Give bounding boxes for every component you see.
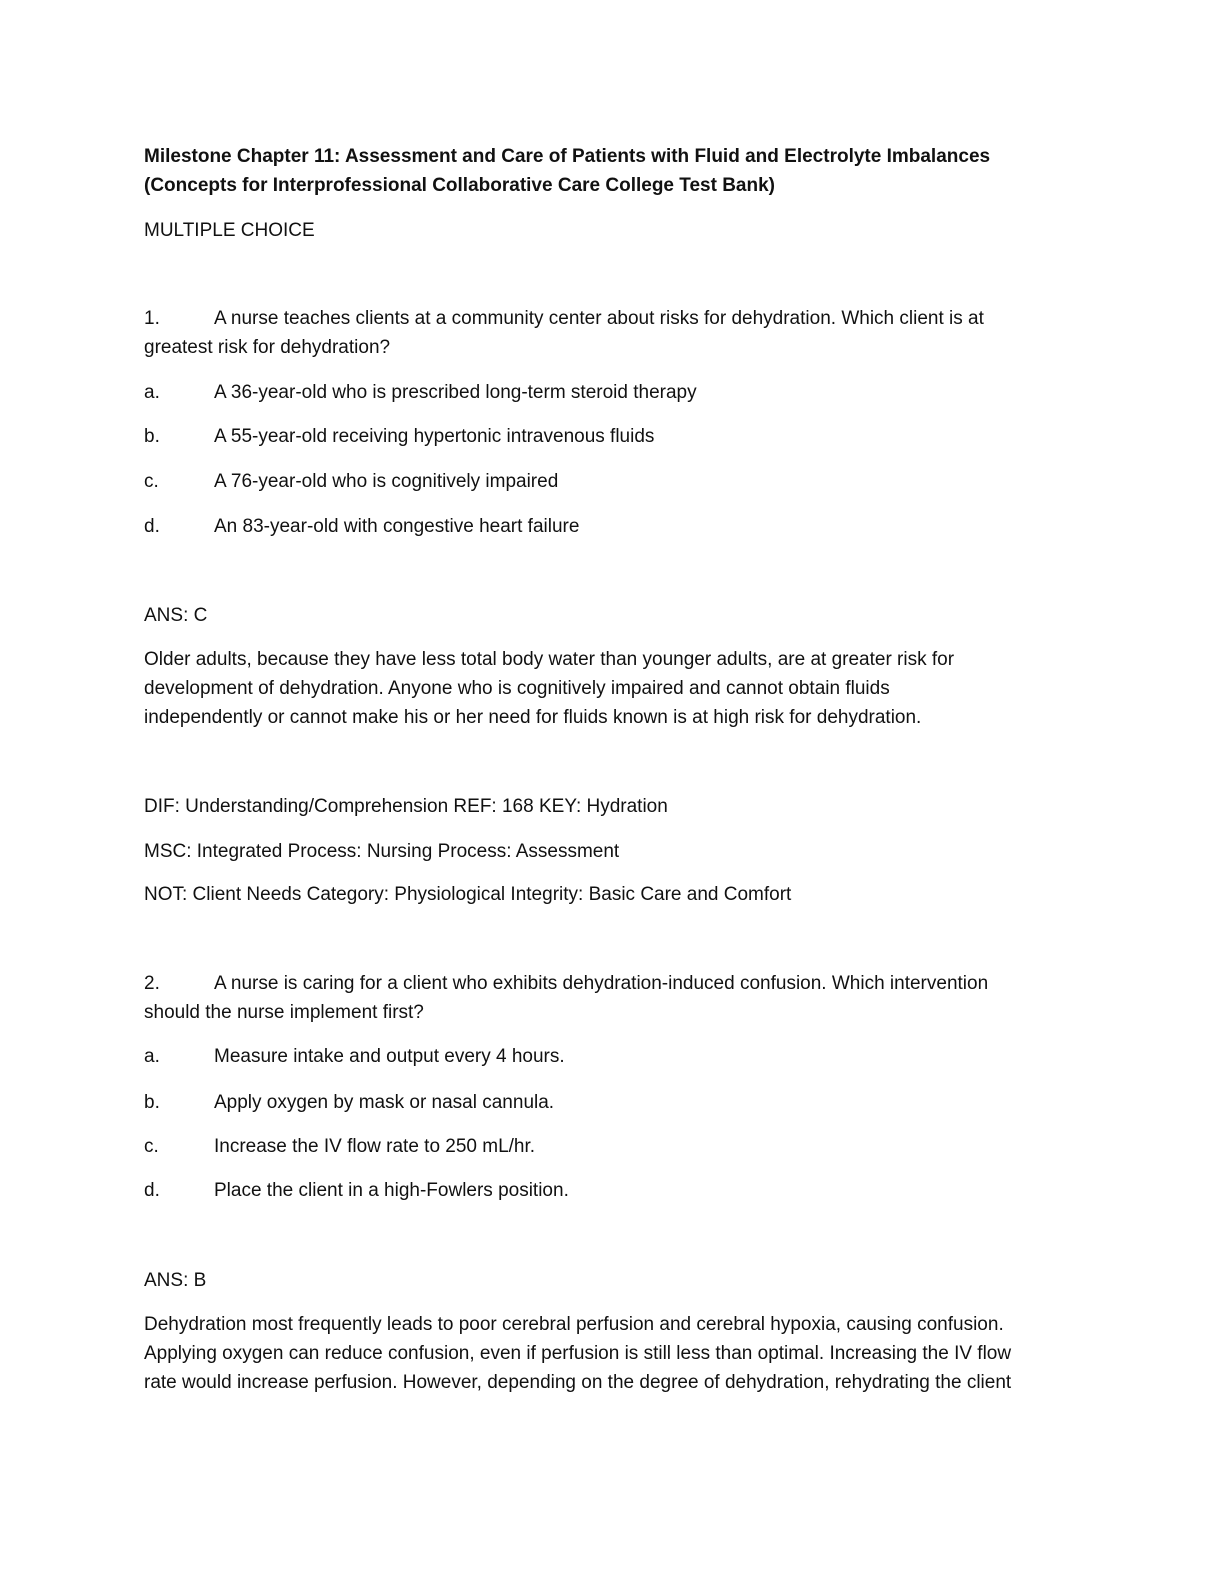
document-title-line-1: Milestone Chapter 11: Assessment and Care of Patients with Fluid and Electrolyte Imbalances [144, 146, 991, 167]
option-text: An 83-year-old with congestive heart failure [214, 516, 580, 537]
option-text: Measure intake and output every 4 hours. [214, 1046, 565, 1067]
option-letter: d. [144, 1180, 160, 1201]
question-1-stem-line-2: greatest risk for dehydration? [144, 337, 391, 358]
option-letter: c. [144, 1136, 159, 1157]
question-2-answer: ANS: B [144, 1270, 207, 1291]
option-letter: a. [144, 382, 160, 403]
question-2-rationale-line-3: rate would increase perfusion. However, depending on the degree of dehydration, rehydrating the client [144, 1372, 1012, 1393]
option-letter: b. [144, 426, 160, 447]
question-2-number: 2. [144, 973, 160, 994]
question-2-option-c [144, 1132, 535, 1161]
option-text: A 76-year-old who is cognitively impaired [214, 471, 559, 492]
option-letter: a. [144, 1046, 160, 1067]
option-text: Place the client in a high-Fowlers position. [214, 1180, 569, 1201]
question-1-not: NOT: Client Needs Category: Physiological Integrity: Basic Care and Comfort [144, 884, 792, 905]
question-1-answer: ANS: C [144, 605, 208, 626]
question-1-option-c [144, 467, 558, 496]
option-text: Increase the IV flow rate to 250 mL/hr. [214, 1136, 536, 1157]
question-2-stem-line-2: should the nurse implement first? [144, 1002, 424, 1023]
option-letter: d. [144, 516, 160, 537]
question-1-option-b [144, 422, 654, 451]
option-letter: c. [144, 471, 159, 492]
question-1-option-a [144, 378, 697, 407]
option-text: Apply oxygen by mask or nasal cannula. [214, 1092, 555, 1113]
option-letter: b. [144, 1092, 160, 1113]
question-2-rationale-line-1: Dehydration most frequently leads to poor cerebral perfusion and cerebral hypoxia, causing confusion. [144, 1314, 1004, 1335]
question-1-msc: MSC: Integrated Process: Nursing Process: Assessment [144, 841, 620, 862]
question-2-option-b [144, 1088, 554, 1117]
question-2-rationale-line-2: Applying oxygen can reduce confusion, even if perfusion is still less than optimal. Increasing the IV flow [144, 1343, 1012, 1364]
question-2-option-a [144, 1042, 565, 1071]
option-text: A 55-year-old receiving hypertonic intravenous fluids [214, 426, 655, 447]
question-2-stem-line-1 [144, 969, 988, 998]
question-1-difficulty: DIF: Understanding/Comprehension REF: 168 KEY: Hydration [144, 796, 668, 817]
question-1-option-d [144, 512, 579, 541]
section-heading: MULTIPLE CHOICE [144, 220, 315, 241]
option-text: A 36-year-old who is prescribed long-term steroid therapy [214, 382, 697, 403]
question-1-rationale-line-1: Older adults, because they have less total body water than younger adults, are at greater risk for [144, 649, 955, 670]
question-1-rationale-line-3: independently or cannot make his or her need for fluids known is at high risk for dehydration. [144, 707, 922, 728]
question-1-number: 1. [144, 308, 160, 329]
question-2-stem-text: A nurse is caring for a client who exhibits dehydration-induced confusion. Which intervention [214, 973, 989, 994]
question-1-stem-line-1 [144, 304, 984, 333]
question-1-stem-text: A nurse teaches clients at a community center about risks for dehydration. Which client is at [214, 308, 984, 329]
document-title-line-2: (Concepts for Interprofessional Collaborative Care College Test Bank) [144, 175, 775, 196]
question-1-rationale-line-2: development of dehydration. Anyone who is cognitively impaired and cannot obtain fluids [144, 678, 890, 699]
question-2-option-d [144, 1176, 569, 1205]
